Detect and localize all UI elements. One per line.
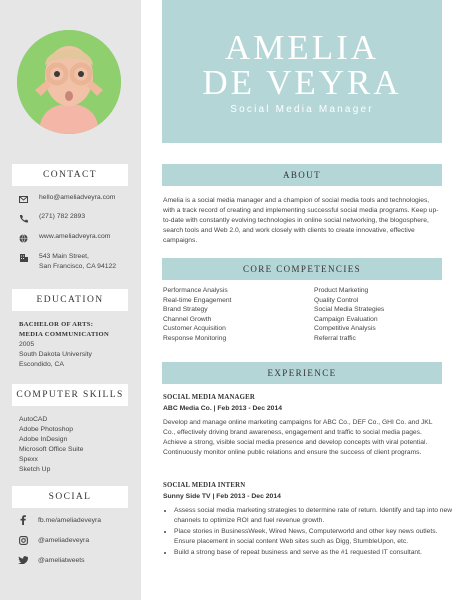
contact-website[interactable]: [18, 233, 140, 243]
address-line2: San Francisco, CA 94122: [39, 263, 117, 270]
competency-item: Brand Strategy: [163, 306, 208, 314]
computer-skills-heading: COMPUTER SKILLS: [12, 384, 128, 406]
job2-bullets: [163, 506, 454, 559]
competency-item: Response Monitoring: [163, 334, 227, 342]
twitter-handle: @ameliatweets: [38, 556, 85, 564]
first-name: AMELIA: [224, 28, 380, 67]
address-line1: 543 Main Street,: [39, 253, 89, 260]
twitter-icon: [18, 555, 28, 565]
facebook-handle: fb.me/ameliadeveyra: [38, 516, 102, 524]
instagram-handle: @ameliadeveyra: [38, 536, 90, 544]
contact-email-text: hello@ameliadveyra.com: [39, 194, 116, 201]
list-item: • Build a strong base of repeat business and serve as the #1 requested IT consultant.: [174, 548, 454, 558]
list-item: • Assess social media marketing strategies to determine rate of return. Identify and tap into new channels to optimize ROI and fuel revenue growth.: [174, 506, 454, 526]
profile-photo: [17, 30, 121, 134]
competency-item: Real-time Engagement: [163, 296, 232, 304]
social-facebook[interactable]: [18, 515, 101, 525]
competency-item: Customer Acquisition: [163, 325, 226, 333]
education-year: 2005: [19, 341, 35, 348]
skill-item: AutoCAD: [19, 416, 48, 423]
degree-line1: BACHELOR OF ARTS:: [19, 321, 94, 328]
contact-phone-text: (271) 782 2893: [39, 213, 86, 220]
education-location: Escondido, CA: [19, 361, 64, 368]
competencies-heading: CORE COMPETENCIES: [162, 258, 442, 280]
experience-heading: EXPERIENCE: [162, 362, 442, 384]
globe-icon: [18, 233, 28, 243]
social-instagram[interactable]: [18, 535, 89, 545]
skills-list: [19, 415, 83, 475]
about-text: Amelia is a social media manager and a champion of social media tools and technologies, with a track record of creating and implementing successful social media programs. Keep up-to-date with constantly evolving technologies in online social networking, the blogosphere, search tools and Web 2.0, and work closely with clients to create innovative, effective campaigns.: [163, 197, 439, 244]
competencies-left: [163, 286, 231, 344]
competency-item: Campaign Evaluation: [314, 315, 378, 323]
competency-item: Competitive Analysis: [314, 325, 376, 333]
competencies-right: [314, 286, 384, 344]
competency-item: Channel Growth: [163, 315, 212, 323]
skill-item: Microsoft Office Suite: [19, 446, 84, 453]
degree-line2: MEDIA COMMUNICATION: [19, 331, 110, 338]
education-heading: EDUCATION: [12, 289, 128, 311]
building-icon: [18, 252, 28, 262]
phone-icon: [18, 213, 28, 223]
list-item: • Place stories in BusinessWeek, Wired News, Computerworld and other key news outlets. Ensure placement in social content Web sites such as Digg, StumbleUpon, etc.: [174, 527, 454, 547]
job1-description: [163, 418, 441, 458]
contact-website-text: www.ameliadveyra.com: [39, 233, 111, 240]
contact-phone[interactable]: [18, 213, 140, 223]
facebook-icon: [18, 515, 28, 525]
social-heading: SOCIAL: [12, 486, 128, 508]
competency-item: Product Marketing: [314, 287, 369, 294]
job2-title: SOCIAL MEDIA INTERN: [163, 482, 246, 489]
contact-address: [18, 252, 140, 272]
contact-heading: CONTACT: [12, 164, 128, 186]
skill-item: Spexx: [19, 456, 38, 463]
education-block: [19, 320, 109, 370]
job1-paragraph1: Develop and manage online marketing campaigns for ABC Co., DEF Co., GHI Co. and JKL Co., effectively driving brand awareness, engagement and traffic to social media pages.: [163, 419, 433, 436]
social-twitter[interactable]: [18, 555, 85, 565]
competency-item: Quality Control: [314, 296, 359, 304]
contact-email[interactable]: [18, 194, 140, 204]
instagram-icon: [18, 535, 28, 545]
education-school: South Dakota University: [19, 351, 92, 358]
job-role: Social Media Manager: [230, 104, 374, 115]
job1-paragraph2: Achieve a strong, visible social media presence and develop concepts with viral potential. Continuously monitor online public relations and ensure the success of client programs.: [163, 439, 428, 456]
competency-item: Social Media Strategies: [314, 306, 385, 314]
about-heading: ABOUT: [162, 164, 442, 186]
envelope-icon: [18, 194, 28, 204]
skill-item: Adobe Photoshop: [19, 426, 74, 433]
job2-company: Sunny Side TV | Feb 2013 - Dec 2014: [163, 493, 281, 500]
job1-company: ABC Media Co. | Feb 2013 - Dec 2014: [163, 405, 283, 412]
competency-item: Performance Analysis: [163, 287, 228, 294]
skill-item: Adobe InDesign: [19, 436, 68, 443]
competency-item: Referral traffic: [314, 334, 356, 342]
skill-item: Sketch Up: [19, 466, 51, 473]
job1-title: SOCIAL MEDIA MANAGER: [163, 394, 255, 401]
last-name: DE VEYRA: [202, 63, 402, 102]
